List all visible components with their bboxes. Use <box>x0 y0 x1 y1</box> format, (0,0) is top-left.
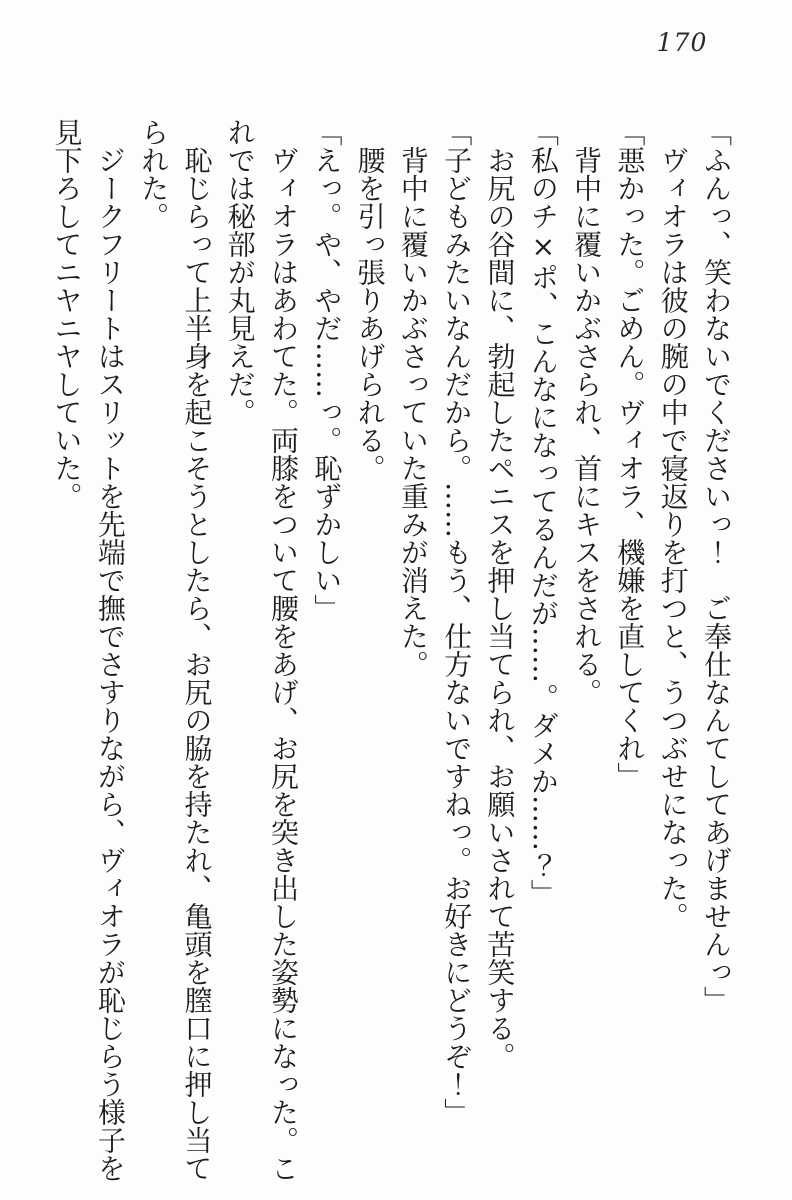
text-line: 恥じらって上半身を起こそうとしたら、お尻の脇を持たれ、亀頭を膣口に押し当て <box>180 146 214 1182</box>
text-line: ヴィオラはあわてた。両膝をついて腰をあげ、お尻を突き出した姿勢になった。こ <box>267 146 301 1182</box>
text-line: ヴィオラは彼の腕の中で寝返りを打つと、うつぶせになった。 <box>656 146 690 930</box>
text-line: 「子どもみたいなんだから。……もう、仕方ないですねっ。お好きにどうぞ！」 <box>440 118 474 1126</box>
page-number: 170 <box>656 28 708 57</box>
text-line: 「ふんっ、笑わないでくださいっ！ ご奉仕なんてしてあげませんっ」 <box>700 118 733 1014</box>
text-block <box>44 118 738 1190</box>
text-line: ジークフリートはスリットを先端で撫でさすりながら、ヴィオラが恥じらう様子を <box>93 146 127 1182</box>
text-line: 見下ろしてニヤニヤしていた。 <box>50 118 84 510</box>
text-line: 背中に覆いかぶさられ、首にキスをされる。 <box>570 146 604 706</box>
text-line: 「えっ。や、やだ……っ。恥ずかしい」 <box>310 118 344 622</box>
text-line: 「私のチ×ポ、こんなになってるんだが……。ダメか……？」 <box>526 118 560 907</box>
text-line: 腰を引っ張りあげられる。 <box>353 146 387 482</box>
text-line: 背中に覆いかぶさっていた重みが消えた。 <box>396 146 430 678</box>
text-line: お尻の谷間に、勃起したペニスを押し当てられ、お願いされて苦笑する。 <box>483 146 517 1070</box>
text-line: られた。 <box>137 118 171 230</box>
text-line: れでは秘部が丸見えだ。 <box>223 118 257 426</box>
text-line: 「悪かった。ごめん。ヴィオラ、機嫌を直してくれ」 <box>613 118 647 790</box>
